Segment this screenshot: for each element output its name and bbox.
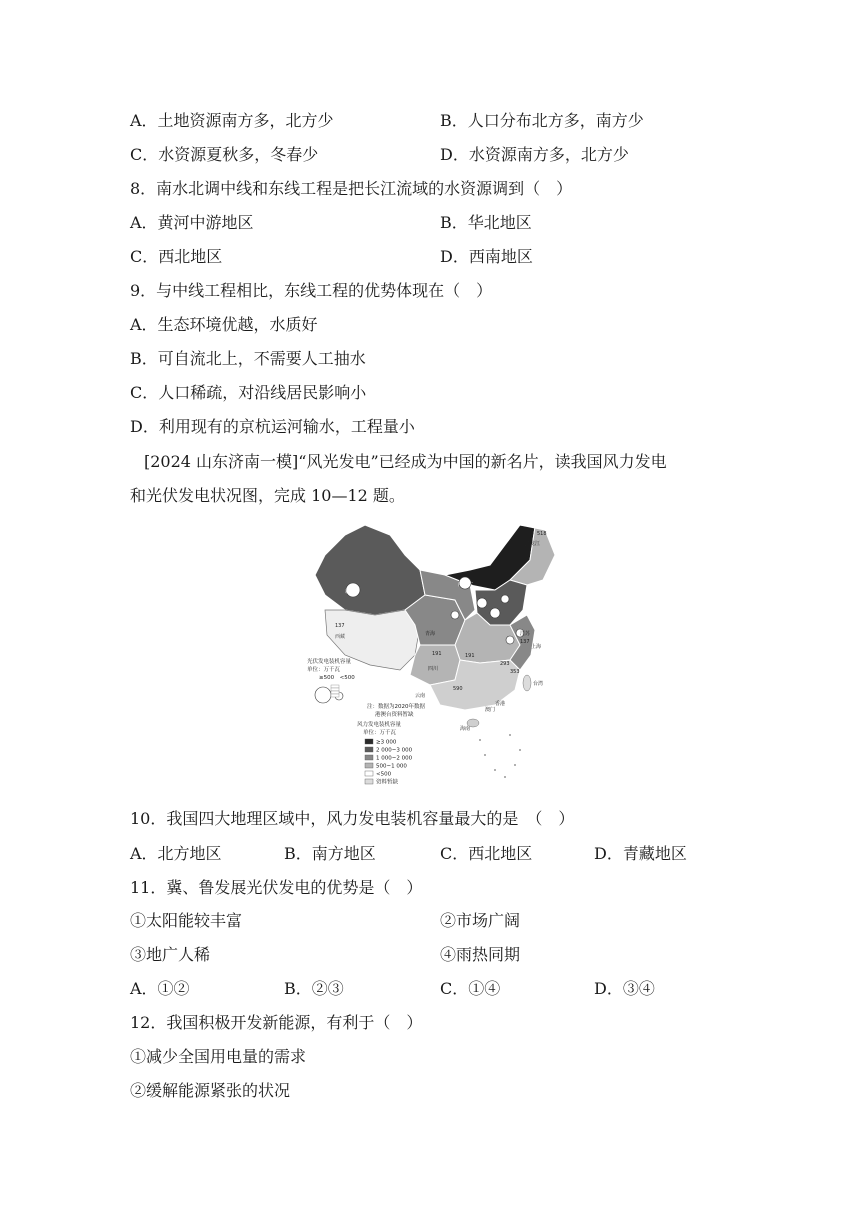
value-518: 518 bbox=[537, 531, 547, 537]
q12-statement-2: ②缓解能源紧张的状况 bbox=[130, 1081, 291, 1100]
q8-option-c: C．西北地区 bbox=[130, 247, 223, 266]
wind-legend-swatch bbox=[365, 755, 373, 760]
south-sea-islands bbox=[479, 734, 521, 778]
q9-option-c: C．人口稀疏，对沿线居民影响小 bbox=[130, 383, 367, 402]
wind-legend-label: 500~1 000 bbox=[376, 763, 407, 770]
q9-option-b: B．可自流北上，不需要人工抽水 bbox=[130, 349, 366, 368]
q8-option-a: A．黄河中游地区 bbox=[130, 213, 254, 232]
region-taiwan bbox=[523, 675, 531, 691]
value-590: 590 bbox=[453, 686, 463, 692]
label-macau: 澳门 bbox=[485, 707, 496, 713]
value-191-a: 191 bbox=[432, 651, 442, 657]
label-tibet: 西藏 bbox=[335, 634, 346, 640]
pv-legend-box bbox=[331, 685, 339, 697]
pv-legend-unit: 单位：万千瓦 bbox=[307, 667, 341, 673]
pv-legend-title: 光伏发电装机容量 bbox=[307, 659, 352, 665]
china-energy-map bbox=[305, 515, 555, 793]
label-hongkong: 香港 bbox=[495, 701, 506, 707]
q7-option-c: C．水资源夏秋多，冬春少 bbox=[130, 145, 319, 164]
value-137-east: 137 bbox=[520, 639, 530, 645]
q8-stem: 8．南水北调中线和东线工程是把长江流域的水资源调到（ ） bbox=[130, 179, 573, 198]
q11-stem: 11．冀、鲁发展光伏发电的优势是（ ） bbox=[130, 878, 423, 897]
q7-option-b: B．人口分布北方多，南方少 bbox=[440, 111, 644, 130]
pv-legend-ranges: ≥500 <500 bbox=[319, 675, 355, 681]
label-heilongjiang: 黑龙江 bbox=[525, 541, 541, 547]
region-xinjiang bbox=[315, 525, 425, 615]
q11-option-a: A．①② bbox=[130, 979, 190, 998]
q11-option-b: B．②③ bbox=[284, 979, 344, 998]
q11-statement-2: ②市场广阔 bbox=[440, 911, 521, 930]
q8-option-b: B．华北地区 bbox=[440, 213, 532, 232]
q10-stem: 10．我国四大地理区域中，风力发电装机容量最大的是 （ ） bbox=[130, 809, 575, 828]
wind-legend-label: <500 bbox=[376, 771, 392, 778]
q10-option-a: A．北方地区 bbox=[130, 844, 222, 863]
intro-line-1: [2024 山东济南一模]“风光发电”已经成为中国的新名片，读我国风力发电 bbox=[144, 452, 667, 471]
q10-option-c: C．西北地区 bbox=[440, 844, 533, 863]
wind-legend-swatch bbox=[365, 771, 373, 776]
value-353: 353 bbox=[510, 669, 520, 675]
wind-legend-swatch bbox=[365, 763, 373, 768]
q9-option-d: D．利用现有的京杭运河输水，工程量小 bbox=[130, 417, 415, 436]
q8-option-d: D．西南地区 bbox=[440, 247, 533, 266]
wind-legend-unit: 单位：万千瓦 bbox=[363, 730, 397, 736]
value-191-b: 191 bbox=[465, 653, 475, 659]
map-note-line2: 港澳台资料暂缺 bbox=[375, 712, 414, 718]
label-inner-mongolia: 内蒙古 bbox=[458, 582, 474, 588]
value-137-tibet: 137 bbox=[335, 623, 345, 629]
wind-legend bbox=[365, 739, 413, 786]
value-293: 293 bbox=[500, 661, 510, 667]
label-jiangsu: 江苏 bbox=[520, 631, 531, 637]
q7-option-d: D．水资源南方多，北方少 bbox=[440, 145, 629, 164]
map-svg bbox=[305, 515, 555, 793]
wind-legend-label: 资料暂缺 bbox=[376, 779, 399, 786]
wind-legend-title: 风力发电装机容量 bbox=[357, 722, 402, 728]
q11-option-d: D．③④ bbox=[594, 979, 655, 998]
q9-option-a: A．生态环境优越，水质好 bbox=[130, 315, 318, 334]
pv-legend-large-circle bbox=[315, 687, 331, 703]
label-hainan: 海南 bbox=[460, 726, 471, 732]
label-yunnan: 云南 bbox=[415, 693, 426, 699]
label-xinjiang: 新疆 bbox=[345, 589, 356, 595]
wind-legend-label: 1 000~2 000 bbox=[376, 755, 413, 762]
map-note-line1: 注：数据为2020年数据 bbox=[367, 704, 425, 710]
q11-statement-1: ①太阳能较丰富 bbox=[130, 911, 243, 930]
q10-option-d: D．青藏地区 bbox=[594, 844, 687, 863]
q7-option-a: A．土地资源南方多，北方少 bbox=[130, 111, 334, 130]
wind-legend-swatch bbox=[365, 747, 373, 752]
q11-option-c: C．①④ bbox=[440, 979, 501, 998]
label-shanghai: 上海 bbox=[531, 644, 542, 650]
q11-statement-4: ④雨热同期 bbox=[440, 945, 521, 964]
label-sichuan: 四川 bbox=[428, 666, 439, 672]
wind-legend-swatch bbox=[365, 779, 373, 784]
q10-option-b: B．南方地区 bbox=[284, 844, 376, 863]
wind-legend-swatch bbox=[365, 739, 373, 744]
wind-legend-label: 2 000~3 000 bbox=[376, 747, 413, 754]
intro-line-2: 和光伏发电状况图，完成 10—12 题。 bbox=[130, 486, 405, 505]
wind-legend-label: ≥3 000 bbox=[376, 739, 397, 746]
q9-stem: 9．与中线工程相比，东线工程的优势体现在（ ） bbox=[130, 281, 493, 300]
label-taiwan: 台湾 bbox=[533, 681, 544, 687]
q12-stem: 12．我国积极开发新能源，有利于（ ） bbox=[130, 1013, 423, 1032]
label-qinghai: 青海 bbox=[425, 631, 436, 637]
q11-statement-3: ③地广人稀 bbox=[130, 945, 211, 964]
q12-statement-1: ①减少全国用电量的需求 bbox=[130, 1047, 307, 1066]
